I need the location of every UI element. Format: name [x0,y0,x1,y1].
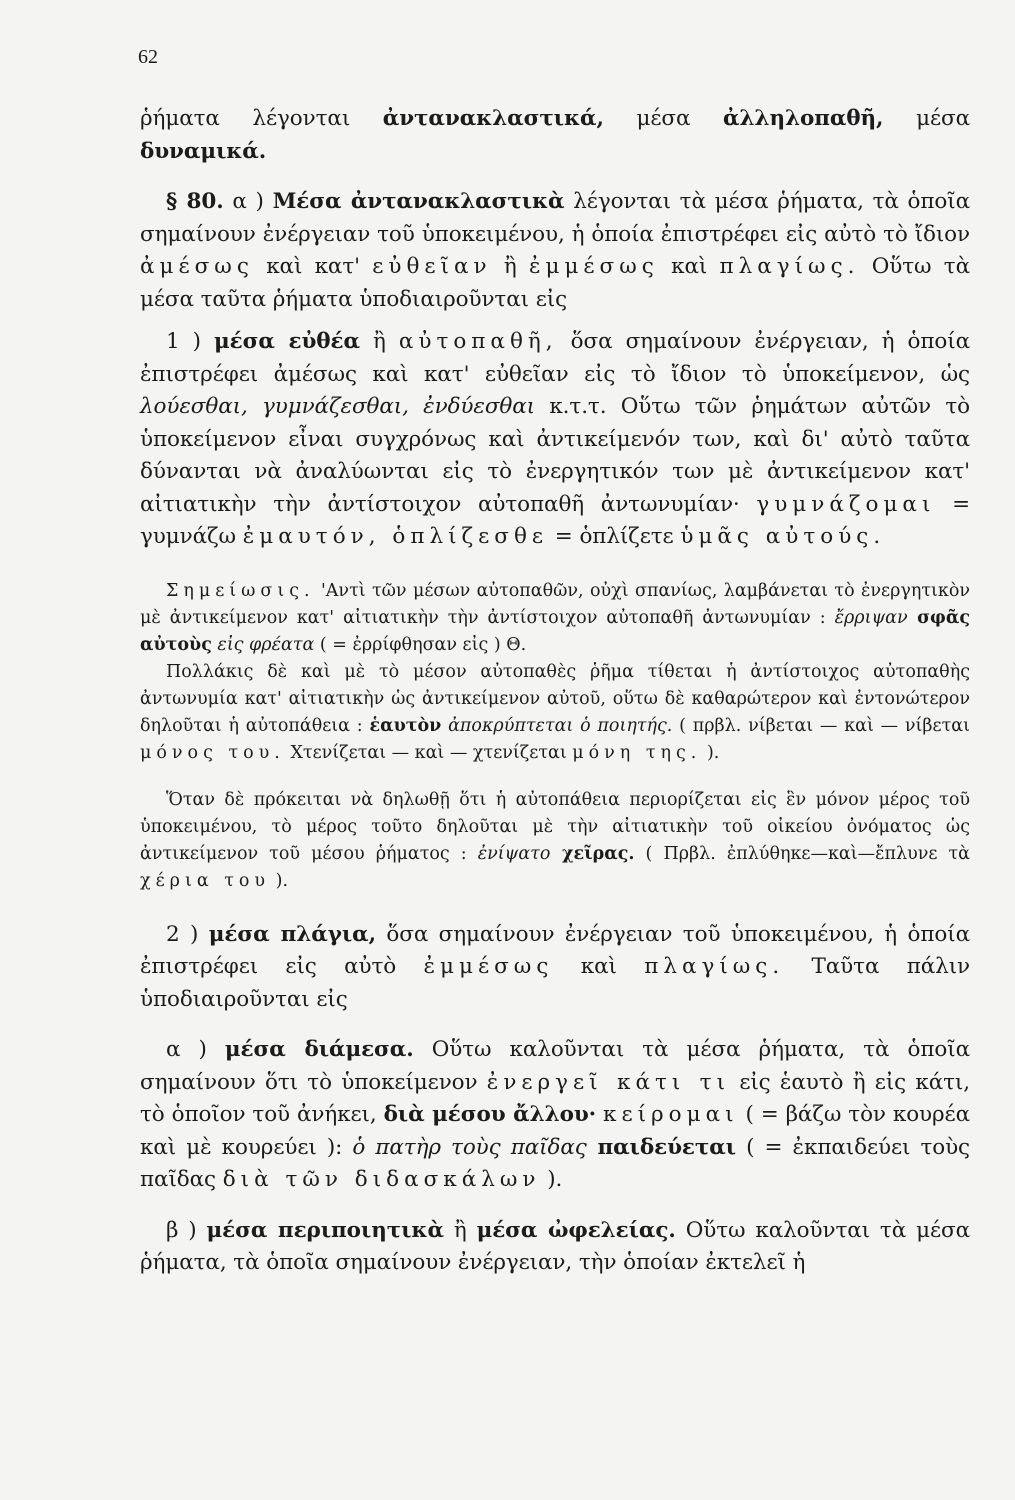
text-run: Οὕτω καλοῦνται τὰ μέσα ῥήματα, τὰ ὁποῖα σημαίνουν ὅτι τὸ ὑποκείμενον [140,1037,970,1095]
bold-word: ἑαυτὸν [369,715,442,736]
bold-phrase: σφᾶς αὐτοὺς [140,607,971,655]
intro-paragraph [140,103,970,168]
bold-word: χεῖρας. [550,843,635,864]
text-run: ( πρβλ. νίβεται — καὶ — νίβεται [672,715,970,736]
term-benefit: μέσα ὠφελείας. [476,1217,676,1243]
section-80-paragraph [140,186,970,316]
spaced-word: ἀμέσως [140,254,254,279]
text-run: ἢ [359,329,399,354]
term-oblique: μέσα πλάγια, [208,921,376,947]
section-number: § 80. [166,189,224,214]
page-body [140,103,970,1280]
text-run: ἢ [443,1217,477,1243]
text-run: Πολλάκις δὲ καὶ μὲ τὸ μέσον αὐτοπαθὲς ῥῆμα τίθεται ἡ ἀντίστοιχος αὐτοπαθὴς ἀντωνυμία κατ' αἰτιατικὴν ὡς ἀντικείμενον αὐτοῦ, οὕτω δὲ καθαρώτερον καὶ ἐντονώτερον δηλοῦται ἡ αὐτοπάθεια : [140,661,970,736]
text-run: καὶ [553,954,645,979]
term-dynamic: δυναμικά. [140,138,267,164]
bold-phrase: διὰ μέσου ἄλλου· [383,1102,597,1127]
text-run: ῥήματα λέγονται [140,106,383,131]
page-number: 62 [138,46,158,68]
text-run: ( = βάζω τὸν κουρέα καὶ μὲ κουρεύει ): [140,1102,970,1160]
text-run: ἢ [491,254,529,279]
text-run: καὶ [658,254,720,279]
spaced-word: ἐμαυτόν, ὁπλίζεσθε [242,524,549,549]
italic-phrase: ἀποκρύπτεται ὁ ποιητής. [441,715,673,736]
term-mediate: μέσα διάμεσα. [224,1037,414,1062]
text-run: = ὁπλίζετε [548,524,681,549]
text-run: Οὕτω τὰ μέσα ταῦτα ῥήματα ὑποδιαιροῦνται εἰς [140,254,971,312]
text-run: Χτενίζεται — καὶ — χτενίζεται [284,742,573,763]
italic-word: εἰς φρέατα [211,634,315,655]
text-run: λέγονται τὰ μέσα ῥήματα, τὰ ὁποῖα σημαίνουν ἐνέργειαν τοῦ ὑποκειμένου, ἡ ὁποία ἐπιστρέφει εἰς αὐτὸ τὸ ἴδιον [140,189,971,247]
text-run: κ.τ.τ. Οὕτω τῶν ῥημάτων αὐτῶν τὸ ὑποκείμενον εἶναι συγχρόνως καὶ ἀντικείμενόν των, καὶ δι' αὐτὸ ταῦτα δύνανται νὰ ἀναλύωνται εἰς τὸ ἐνεργητικόν των μὲ ἀντικείμενον κατ' αἰτιατικὴν τὴν ἀντίστοιχον αὐτοπαθῆ ἀντωνυμίαν· [140,394,970,517]
text-run: ὅσα σημαίνουν ἐνέργειαν, ἡ ὁποία ἐπιστρέφει ἀμέσως καὶ κατ' εὐθεῖαν εἰς τὸ ἴδιον τὸ ὑποκείμενον, ὡς [140,329,970,387]
text-run: καὶ κατ' [253,254,373,279]
text-run: ). [540,1167,563,1192]
italic-examples: λούεσθαι, γυμνάζεσθαι, ἐνδύεσθαι [140,394,536,419]
text-run: α ) [223,189,273,214]
section-heading-term: Μέσα ἀντανακλαστικὰ [272,189,565,214]
text-run: = γυμνάζω [140,491,970,549]
text-run: μέσα [883,106,970,131]
spaced-word: πλαγίως. [644,954,785,979]
italic-word: ἔρριψαν [834,607,908,628]
text-run: μέσα [603,106,724,131]
term-reciprocal: ἀλληλοπαθῆ, [723,106,884,131]
note-remark-paragraph [140,578,970,659]
spaced-word: χέρια του [140,870,271,891]
term-beneficial: μέσα περιποιητικὰ [206,1217,444,1243]
spaced-word: ὑμᾶς αὐτούς. [680,524,886,549]
text-run [596,1102,603,1127]
text-run: ). [701,742,720,763]
italic-word: ἐνίψατο [477,843,551,864]
item-1-paragraph [140,326,970,554]
term-reflexive: ἀντανακλαστικά, [382,106,604,131]
spaced-word: ἐμμέσως [423,954,554,979]
note-third-paragraph [140,787,970,895]
bold-word: παιδεύεται [586,1134,736,1160]
text-run: α ) [166,1037,225,1062]
text-run: Ταῦτα πάλιν ὑποδιαιροῦνται εἰς [140,954,970,1012]
text-run: ). [270,870,289,891]
spaced-word: ἐμμέσως [528,254,659,279]
term-direct: μέσα εὐθέα [214,329,360,354]
spaced-word: κείρομαι [603,1102,739,1127]
note-second-paragraph [140,659,970,767]
item-b-paragraph [140,1215,970,1280]
spaced-word: μόνη της. [572,742,702,763]
text-run: ( = ἐκπαιδεύει τοὺς παῖδας [140,1134,970,1192]
text-run: β ) [166,1217,207,1243]
text-run: ( = ἐρρίφθησαν εἰς ) Θ. [314,634,527,655]
text-run: 'Αντὶ τῶν μέσων αὐτοπαθῶν, οὐχὶ σπανίως, λαμβάνεται τὸ ἐνεργητικὸν μὲ ἀντικείμενον κατ' αἰτιατικὴν τὴν ἀντίστοιχον αὐτοπαθῆ ἀντωνυμίαν : [140,580,970,628]
text-run: 1 ) [166,329,214,354]
note-label: Σημείωσις. [166,580,315,601]
spaced-word: διὰ τῶν διδασκάλων [222,1167,541,1192]
spaced-word: ἐνεργεῖ κάτι τι [486,1069,731,1095]
spaced-word: πλαγίως. [719,254,860,279]
spaced-word: μόνος του. [140,742,285,763]
item-2-paragraph [140,919,970,1017]
text-run: 2 ) [166,921,209,947]
spaced-word: αὐτοπαθῆ, [398,329,558,354]
text-run: Οὕτω καλοῦνται τὰ μέσα ῥήματα, τὰ ὁποῖα σημαίνουν ἐνέργειαν, τὴν ὁποίαν ἐκτελεῖ ἡ [140,1217,971,1275]
text-run: ( Πρβλ. ἐπλύθηκε—καὶ—ἔπλυνε τὰ [634,843,970,864]
italic-phrase: ὁ πατὴρ τοὺς παῖδας [352,1134,587,1160]
text-run: ὅσα σημαίνουν ἐνέργειαν τοῦ ὑποκειμένου, ἡ ὁποία ἐπιστρέφει εἰς αὐτὸ [140,921,970,979]
text-run: Ὅταν δὲ πρόκειται νὰ δηλωθῇ ὅτι ἡ αὐτοπάθεια περιορίζεται εἰς ἓν μόνον μέρος τοῦ ὑποκειμένου, τὸ μέρος τοῦτο δηλοῦται μὲ τὴν αἰτιατικὴν τοῦ οἰκείου ὀνόματος ὡς ἀντικείμενον τοῦ μέσου ῥήματος : [140,789,970,864]
spaced-word: γυμνάζομαι [756,491,936,517]
item-a-paragraph [140,1034,970,1197]
text-run: εἰς ἑαυτὸ ἢ εἰς κάτι, τὸ ὁποῖον τοῦ ἀνήκει, [140,1069,971,1127]
spaced-word: εὐθεῖαν [372,254,492,279]
